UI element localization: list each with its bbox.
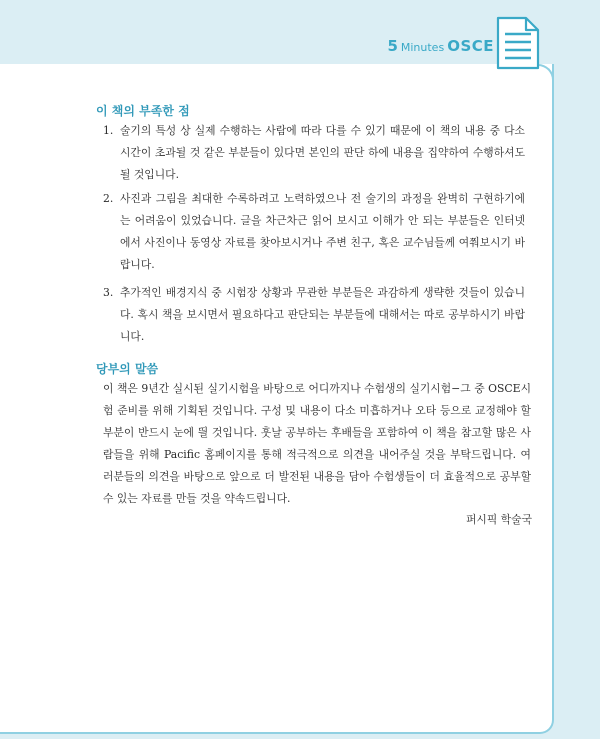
signature: 퍼시픽 학술국 (465, 513, 532, 526)
item-number: 2. (103, 192, 114, 205)
list-item (103, 282, 525, 348)
item-text: 추가적인 배경지식 중 시험장 상황과 무관한 부분들은 과감하게 생략한 것들이 있습니다. 혹시 책을 보시면서 필요하다고 판단되는 부분들에 대해서는 따로 공부하시기 바랍니다. (120, 286, 525, 343)
brand-number: 5 (387, 37, 398, 55)
section-title-shortcomings: 이 책의 부족한 점 (88, 102, 190, 119)
item-number: 3. (103, 286, 114, 299)
list-item (103, 120, 525, 186)
item-number: 1. (103, 124, 114, 137)
section-title-request: 당부의 말씀 (88, 360, 158, 377)
item-text: 사진과 그림을 최대한 수록하려고 노력하였으나 전 술기의 과정을 완벽히 구현하기에는 어려움이 있었습니다. 글을 차근차근 읽어 보시고 이해가 안 되는 부분들은 인터넷에서 사진이나 동영상 자료를 찾아보시거나 주변 친구, 혹은 교수님들께 여쭤보시기 바랍니다. (120, 192, 525, 271)
list-item (103, 188, 525, 276)
brand-minutes: Minutes (400, 41, 445, 54)
item-text: 술기의 특성 상 실제 수행하는 사람에 따라 다를 수 있기 때문에 이 책의 내용 중 다소 시간이 초과될 것 같은 부분들이 있다면 본인의 판단 하에 내용을 집약하여 수행하셔도 될 것입니다. (120, 124, 525, 181)
header-brand (387, 36, 494, 55)
brand-osce: OSCE (447, 37, 494, 55)
request-paragraph: 이 책은 9년간 실시된 실기시험을 바탕으로 어디까지나 수험생의 실기시험−그 중 OSCE시험 준비를 위해 기획된 것입니다. 구성 및 내용이 다소 미흡하거나 오타 등으로 교정해야 할 부분이 반드시 눈에 띌 것입니다. 훗날 공부하는 후배들을 포함하여 이 책을 참고할 많은 사람들을 위해 Pacific 홈페이지를 통해 적극적으로 의견을 내어주실 것을 부탁드립니다. 여러분들의 의견을 바탕으로 앞으로 더 발전된 내용을 담아 수험생들이 더 효율적으로 공부할 수 있는 자료를 만들 것을 약속드립니다. (103, 382, 531, 505)
document-list-icon (494, 14, 542, 72)
